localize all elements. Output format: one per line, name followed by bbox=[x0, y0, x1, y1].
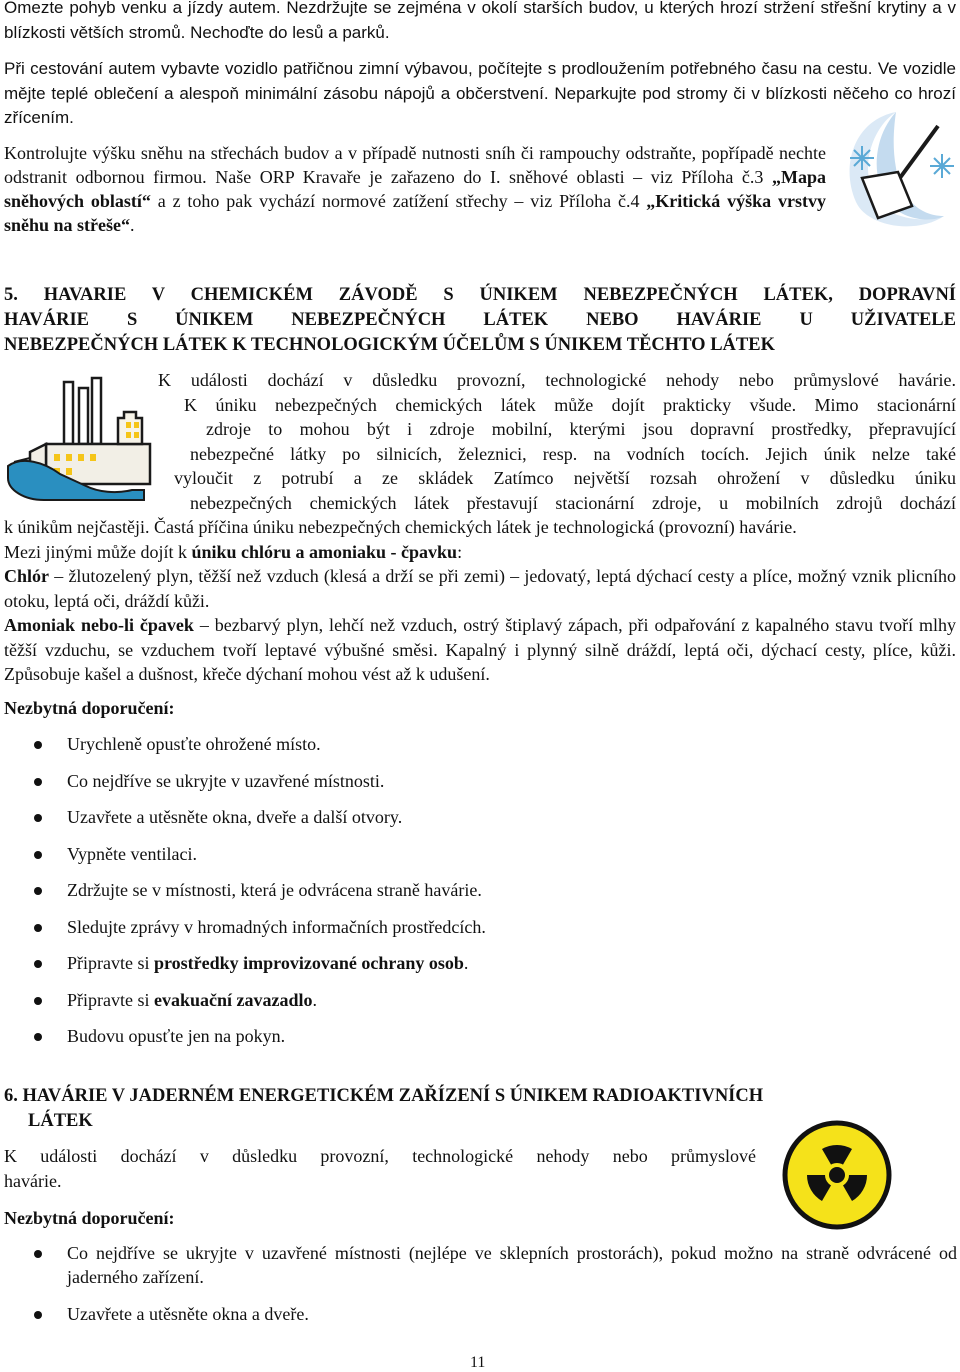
snow-p3-end: . bbox=[130, 215, 135, 235]
intro-line-4: nebezpečné látky po silnicích, železnici, resp. na vodních tocích. Jejich únik nelze také bbox=[190, 443, 956, 464]
bullet-text bbox=[67, 951, 957, 975]
bullet-pre: Připravte si bbox=[67, 989, 154, 1010]
snow-p3-text: Kontrolujte výšku sněhu na střechách budov a v případě nutnosti sníh či rampouchy odstraňte, popřípadě nechte odstranit odbornou firmou. Naše ORP Kravaře je zařazeno do I. sněhové oblasti – viz Příloha č.3 bbox=[4, 143, 826, 187]
section-6-heading-line-1: 6. HAVÁRIE V JADERNÉM ENERGETICKÉM ZAŘÍZENÍ S ÚNIKEM RADIOAKTIVNÍCH bbox=[4, 1086, 764, 1106]
snow-paragraph-3 bbox=[4, 141, 826, 237]
bullet-text: Uzavřete a utěsněte okna a dveře. bbox=[67, 1304, 309, 1324]
amoniak-text: – bezbarvý plyn, lehčí než vzduch, ostrý štiplavý zápach, při odpařování z kapalného stavu tvoří mlhy těžší vzduchu, se vzduchem tvoří leptavé výbušné směsi. Kapalný i plynný silně dráždí, leptá oči, dýchací cesty, plíce, kůži. Způsobuje kašel a dušnost, křeče dýchaní mohou vést až k udušení. bbox=[4, 615, 956, 684]
section-6-intro-line-1: K události dochází v důsledku provozní, technologické nehody nebo průmyslové bbox=[4, 1146, 756, 1166]
section-5-heading bbox=[4, 283, 956, 358]
chlor-label: Chlór bbox=[4, 566, 49, 586]
snow-p3-mid: a z toho pak vychází normové zatížení střechy – viz Příloha č.4 bbox=[150, 191, 647, 211]
bullet-text: Co nejdříve se ukryjte v uzavřené místnosti. bbox=[67, 770, 385, 791]
section-5-recommendations-heading: Nezbytná doporučení: bbox=[4, 698, 175, 718]
page-number: 11 bbox=[470, 1354, 486, 1371]
chlor-paragraph bbox=[4, 564, 956, 613]
section-5-heading-line-1: 5. HAVARIE V CHEMICKÉM ZÁVODĚ S ÚNIKEM NEBEZPEČNÝCH LÁTEK, DOPRAVNÍ bbox=[4, 285, 956, 305]
snow-map-reference: „Mapa sněhových oblastí“ bbox=[4, 167, 826, 211]
bullet-text: Co nejdříve se ukryjte v uzavřené místnosti (nejlépe ve sklepních prostorách), pokud možno na straně odvrácené od jaderného zařízení. bbox=[67, 1243, 957, 1287]
snow-paragraph-1: Omezte pohyb venku a jízdy autem. Nezdržujte se zejména v okolí starších budov, u kterých hrozí stržení střešní krytiny a v blízkosti větších stromů. Nechoďte do lesů a parků. bbox=[4, 0, 956, 42]
section-6-heading-line-2: LÁTEK bbox=[28, 1111, 93, 1131]
bullet-text: Budovu opusťte jen na pokyn. bbox=[67, 1026, 286, 1046]
amoniak-label: Amoniak nebo-li čpavek bbox=[4, 615, 194, 635]
snow-shovel-icon bbox=[834, 106, 960, 234]
bullet-post: . bbox=[312, 989, 318, 1010]
section-5-intro bbox=[4, 368, 956, 687]
intro-line-5: vyloučit z potrubí a ze skládek Zatímco největší rozsah ohrožení v důsledku úniku bbox=[174, 468, 956, 488]
bullet-post: . bbox=[463, 953, 469, 973]
bullet-text: Urychleně opusťte ohrožené místo. bbox=[67, 734, 321, 754]
mezi-jinymi-paragraph bbox=[4, 540, 956, 565]
bullet-bold: evakuační zavazadlo bbox=[154, 989, 313, 1010]
mezi-end: : bbox=[457, 541, 463, 562]
section-5-heading-line-3: NEBEZPEČNÝCH LÁTEK K TECHNOLOGICKÝM ÚČELŮM S ÚNIKEM TĚCHTO LÁTEK bbox=[4, 335, 775, 355]
chlor-text: – žlutozelený plyn, těžší než vzduch (klesá a drží se při zemi) – jedovatý, leptá dýchací cesty a plíce, možný vznik plicního otoku, leptá oči, dráždí kůži. bbox=[4, 566, 956, 611]
amoniak-paragraph bbox=[4, 613, 956, 687]
bullet-text: Vypněte ventilaci. bbox=[67, 843, 197, 864]
bullet-text: Uzavřete a utěsněte okna, dveře a další otvory. bbox=[67, 807, 403, 827]
intro-line-2: K úniku nebezpečných chemických látek může dojít prakticky všude. Mimo stacionární bbox=[184, 394, 956, 415]
snow-critical-height-reference: „Kritická výška vrstvy sněhu na střeše“ bbox=[4, 191, 826, 235]
radiation-hazard-icon bbox=[780, 1118, 894, 1232]
bullet-pre: Připravte si bbox=[67, 953, 154, 973]
mezi-bold: úniku chlóru a amoniaku - čpavku bbox=[191, 541, 458, 562]
bullet-text: Zdržujte se v místnosti, která je odvrácena straně havárie. bbox=[67, 880, 482, 900]
section-6-intro-line-2: havárie. bbox=[4, 1170, 62, 1191]
intro-line-7: k únikům nejčastěji. Častá příčina úniku nebezpečných chemických látek je technologická (provozní) havárie. bbox=[4, 517, 797, 537]
section-6-recommendations-heading: Nezbytná doporučení: bbox=[4, 1208, 175, 1228]
bullet-bold: prostředky improvizované ochrany osob bbox=[154, 953, 464, 973]
bullet-text: Sledujte zprávy v hromadných informačních prostředcích. bbox=[67, 916, 486, 937]
section-6-intro bbox=[4, 1144, 756, 1193]
intro-line-1: K události dochází v důsledku provozní, technologické nehody nebo průmyslové havárie. bbox=[158, 370, 956, 390]
snow-paragraph-2: Při cestování autem vybavte vozidlo patřičnou zimní výbavou, počítejte s prodloužením potřebného času na cestu. Ve vozidle mějte teplé oblečení a alespoň minimální zásobu nápojů a občerstvení. Neparkujte pod stromy či v blízkosti něčeho co hrozí zřícením. bbox=[4, 59, 956, 127]
mezi-text: Mezi jinými může dojít k bbox=[4, 541, 192, 562]
section-5-heading-line-2: HAVÁRIE S ÚNIKEM NEBEZPEČNÝCH LÁTEK NEBO HAVÁRIE U UŽIVATELE bbox=[4, 310, 956, 330]
intro-line-3: zdroje to mohou být i zdroje mobilní, kterými jsou dopravní prostředky, přepravující bbox=[206, 419, 956, 439]
bullet-text bbox=[67, 988, 957, 1012]
intro-line-6: nebezpečných chemických látek přestavují stacionární zdroje, u mobilních zdrojů dochází bbox=[190, 492, 956, 513]
